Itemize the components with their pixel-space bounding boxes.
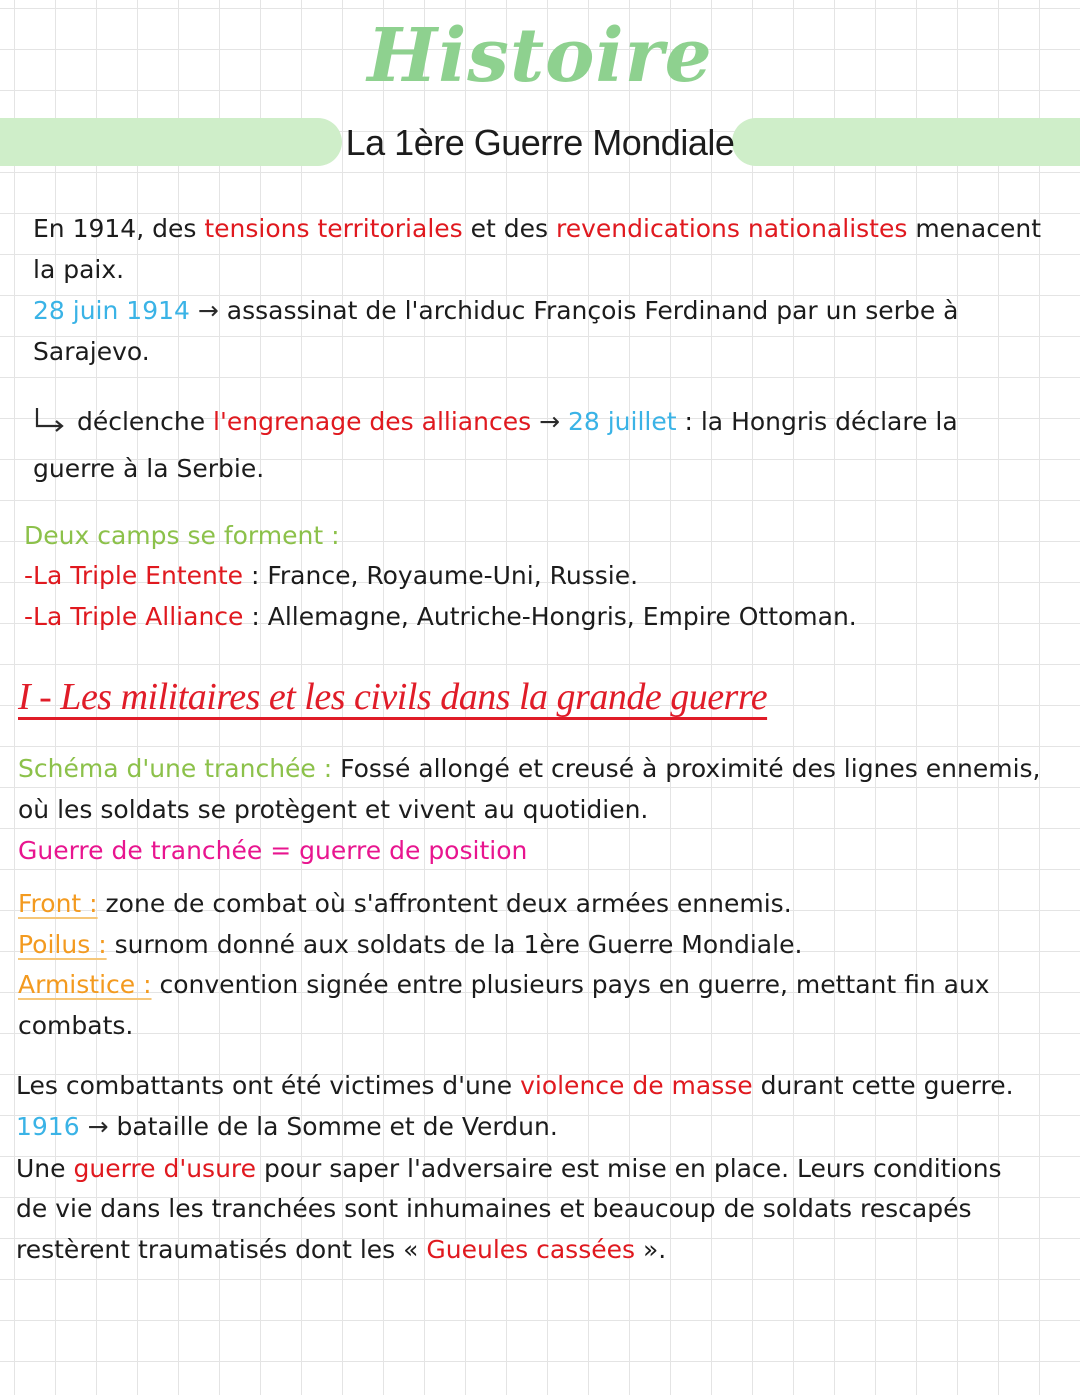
- title-band-left: [0, 118, 342, 166]
- def-armistice: Armistice : convention signée entre plusieurs pays en guerre, mettant fin aux: [18, 970, 990, 999]
- intro-line-3: 28 juin 1914 → assassinat de l'archiduc François Ferdinand par un serbe à: [33, 296, 959, 325]
- highlight-engrenage: l'engrenage des alliances: [213, 407, 532, 436]
- camps-heading: Deux camps se forment :: [24, 521, 340, 550]
- intro-line-5: déclenche l'engrenage des alliances → 28 juillet : la Hongris déclare la: [33, 406, 958, 437]
- camp-alliance: -La Triple Alliance : Allemagne, Autriche-Hongris, Empire Ottoman.: [24, 602, 857, 631]
- intro-line-4: Sarajevo.: [33, 337, 150, 366]
- page-subtitle: La 1ère Guerre Mondiale: [345, 122, 735, 163]
- para-line-4: de vie dans les tranchées sont inhumaines et beaucoup de soldats rescapés: [16, 1194, 972, 1223]
- highlight-usure: guerre d'usure: [73, 1154, 257, 1183]
- arrow-right-icon: →: [531, 407, 568, 436]
- arrow-right-icon: →: [79, 1112, 117, 1141]
- para-line-2: 1916 → bataille de la Somme et de Verdun.: [16, 1112, 558, 1141]
- highlight-revendications: revendications nationalistes: [556, 214, 908, 243]
- schema-line-1: Schéma d'une tranchée : Fossé allongé et creusé à proximité des lignes ennemis,: [18, 754, 1041, 783]
- arrow-right-icon: →: [197, 296, 219, 325]
- para-line-3: Une guerre d'usure pour saper l'adversaire est mise en place. Leurs conditions: [16, 1154, 1002, 1183]
- highlight-violence: violence de masse: [520, 1071, 753, 1100]
- highlight-tensions: tensions territoriales: [204, 214, 463, 243]
- hook-arrow-icon: [33, 406, 69, 436]
- front-label: Front :: [18, 889, 98, 918]
- def-poilus: Poilus : surnom donné aux soldats de la 1ère Guerre Mondiale.: [18, 930, 803, 959]
- highlight-gueules: Gueules cassées: [426, 1235, 636, 1264]
- schema-label: Schéma d'une tranchée :: [18, 754, 333, 783]
- guerre-tranchee-line: Guerre de tranchée = guerre de position: [18, 836, 528, 865]
- para-line-5: restèrent traumatisés dont les « Gueules cassées ».: [16, 1235, 667, 1264]
- camp-entente: -La Triple Entente : France, Royaume-Uni, Russie.: [24, 561, 639, 590]
- section-title: I - Les militaires et les civils dans la grande guerre: [18, 676, 768, 718]
- date-28-juin: 28 juin 1914: [33, 296, 190, 325]
- schema-line-2: où les soldats se protègent et vivent au quotidien.: [18, 795, 649, 824]
- intro-line-1: En 1914, des tensions territoriales et des revendications nationalistes menacent: [33, 214, 1041, 243]
- poilus-label: Poilus :: [18, 930, 107, 959]
- para-line-1: Les combattants ont été victimes d'une violence de masse durant cette guerre.: [16, 1071, 1014, 1100]
- armistice-label: Armistice :: [18, 970, 152, 999]
- def-armistice-2: combats.: [18, 1011, 134, 1040]
- date-1916: 1916: [16, 1112, 80, 1141]
- title-band-right: [732, 118, 1080, 166]
- intro-line-6: guerre à la Serbie.: [33, 454, 265, 483]
- page-title: Histoire: [367, 13, 713, 99]
- intro-line-2: la paix.: [33, 255, 125, 284]
- def-front: Front : zone de combat où s'affrontent deux armées ennemis.: [18, 889, 792, 918]
- date-28-juillet: 28 juillet: [567, 407, 677, 436]
